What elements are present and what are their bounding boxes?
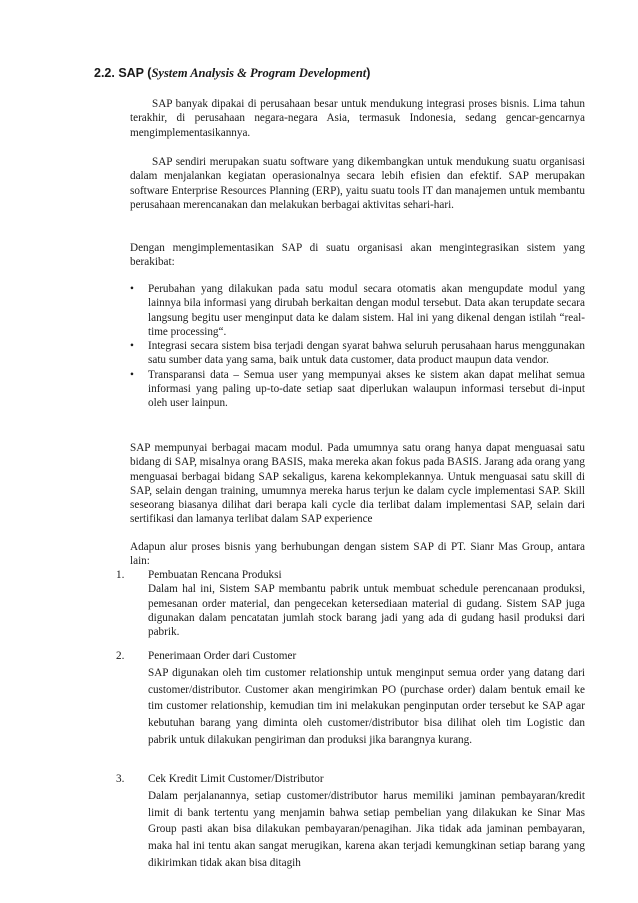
- item-number: 1.: [116, 569, 125, 581]
- bullet-list: [130, 282, 585, 411]
- paragraph-modules: SAP mempunyai berbagai macam modul. Pada umumnya satu orang hanya dapat menguasai satu bidang di SAP, misalnya orang BASIS, maka mereka akan fokus pada BASIS. Jarang ada orang yang menguasai berbagai bidang SAP sekaligus, karena kekomplekannya. Untuk menguasai satu skill di SAP, selain dengan training, umumnya mereka harus terjun ke dalam cycle implementasi SAP. Skill seseorang biasanya dilihat dari berapa kali cycle dia terlibat dalam implementasi SAP, selain dari sertifikasi dan lamanya terlibat dalam SAP experience: [130, 442, 585, 526]
- list-item: [130, 339, 585, 368]
- list-item-text: Integrasi secara sistem bisa terjadi dengan syarat bahwa seluruh perusahaan harus menggunakan satu sumber data yang sama, baik untuk data customer, data product maupun data vendor.: [148, 340, 585, 367]
- list-item-text: Perubahan yang dilakukan pada satu modul secara otomatis akan mengupdate modul yang lainnya bila informasi yang dirubah berkaitan dengan modul tersebut. Data akan terupdate secara langsung begitu user menginput data ke dalam sistem. Hal ini yang dikenal dengan istilah “real-time processing“.: [148, 283, 585, 338]
- section-title: System Analysis & Program Development: [151, 66, 367, 80]
- section-heading: [94, 66, 370, 81]
- item-number: 3.: [116, 773, 125, 785]
- list-item: [130, 282, 585, 339]
- numbered-item-credit-limit: [116, 771, 585, 872]
- item-number: 2.: [116, 650, 125, 662]
- list-item-text: Transparansi data – Semua user yang mempunyai akses ke sistem akan dapat melihat semua informasi yang paling up-to-date setiap saat diperlukan walaupun informasi tersebut di-input oleh user lainpun.: [148, 368, 585, 410]
- bullet-icon: •: [130, 283, 134, 295]
- paragraph-intro: SAP banyak dipakai di perusahaan besar untuk mendukung integrasi proses bisnis. Lima tahun terakhir, di perusahaan negara-negara Asia, termasuk Indonesia, sedang gencar-gencarnya mengimplementasikannya.: [130, 98, 585, 139]
- item-body: SAP digunakan oleh tim customer relationship untuk menginput semua order yang datang dari customer/distributor. Customer akan mengirimkan PO (purchase order) dalam bentuk email ke tim customer relationship, kemudian tim ini melakukan penginputan order tersebut ke SAP agar kebutuhan barang yang diminta oleh customer/distributor bisa dilihat oleh tim Logistic dan pabrik untuk dilakukan pengiriman dan produksi jika barangnya kurang.: [148, 666, 585, 746]
- bullet-icon: •: [130, 368, 134, 381]
- paragraph-business-process: Adapun alur proses bisnis yang berhubungan dengan sistem SAP di PT. Sianr Mas Group, antara lain:: [130, 541, 585, 568]
- item-body: Dalam hal ini, Sistem SAP membantu pabrik untuk membuat schedule perencanaan produksi, pemesanan order material, dan pengecekan ketersediaan material di gudang. Sistem SAP juga digunakan dalam pencatatan jumlah stock barang jadi yang ada di gudang hasil produksi dari pabrik.: [148, 583, 585, 639]
- numbered-item-customer-order: [116, 648, 585, 749]
- item-title: Cek Kredit Limit Customer/Distributor: [148, 773, 324, 785]
- section-title-close: ): [366, 66, 371, 80]
- item-title: Penerimaan Order dari Customer: [148, 650, 297, 662]
- paragraph-integration: Dengan mengimplementasikan SAP di suatu organisasi akan mengintegrasikan sistem yang berakibat:: [130, 242, 585, 269]
- list-item: [130, 368, 585, 411]
- bullet-icon: •: [130, 340, 134, 353]
- item-body: Dalam perjalanannya, setiap customer/distributor harus memiliki jaminan pembayaran/kredit limit di bank tertentu yang menjamin bahwa setiap pembelian yang dilakukan ke Sinar Mas Group pasti akan bisa dilakukan pembayaran/penagihan. Jika tidak ada jaminan pembayaran, maka hal ini tentu akan sangat merugikan, karena akan terjadi kemungkinan setiap barang yang dikirimkan tidak akan bisa ditagih: [148, 789, 585, 869]
- paragraph-sap-definition: SAP sendiri merupakan suatu software yang dikembangkan untuk mendukung suatu organisasi dalam menjalankan kegiatan operasionalnya secara lebih efisien dan efektif. SAP merupakan software Enterprise Resources Planning (ERP), yaitu suatu tools IT dan manajemen untuk membantu perusahaan merencanakan dan melakukan berbagai aktivitas sehari-hari.: [130, 156, 585, 211]
- item-title: Pembuatan Rencana Produksi: [148, 569, 282, 581]
- section-number: 2.2. SAP (: [94, 66, 152, 80]
- numbered-item-production-plan: [116, 568, 585, 639]
